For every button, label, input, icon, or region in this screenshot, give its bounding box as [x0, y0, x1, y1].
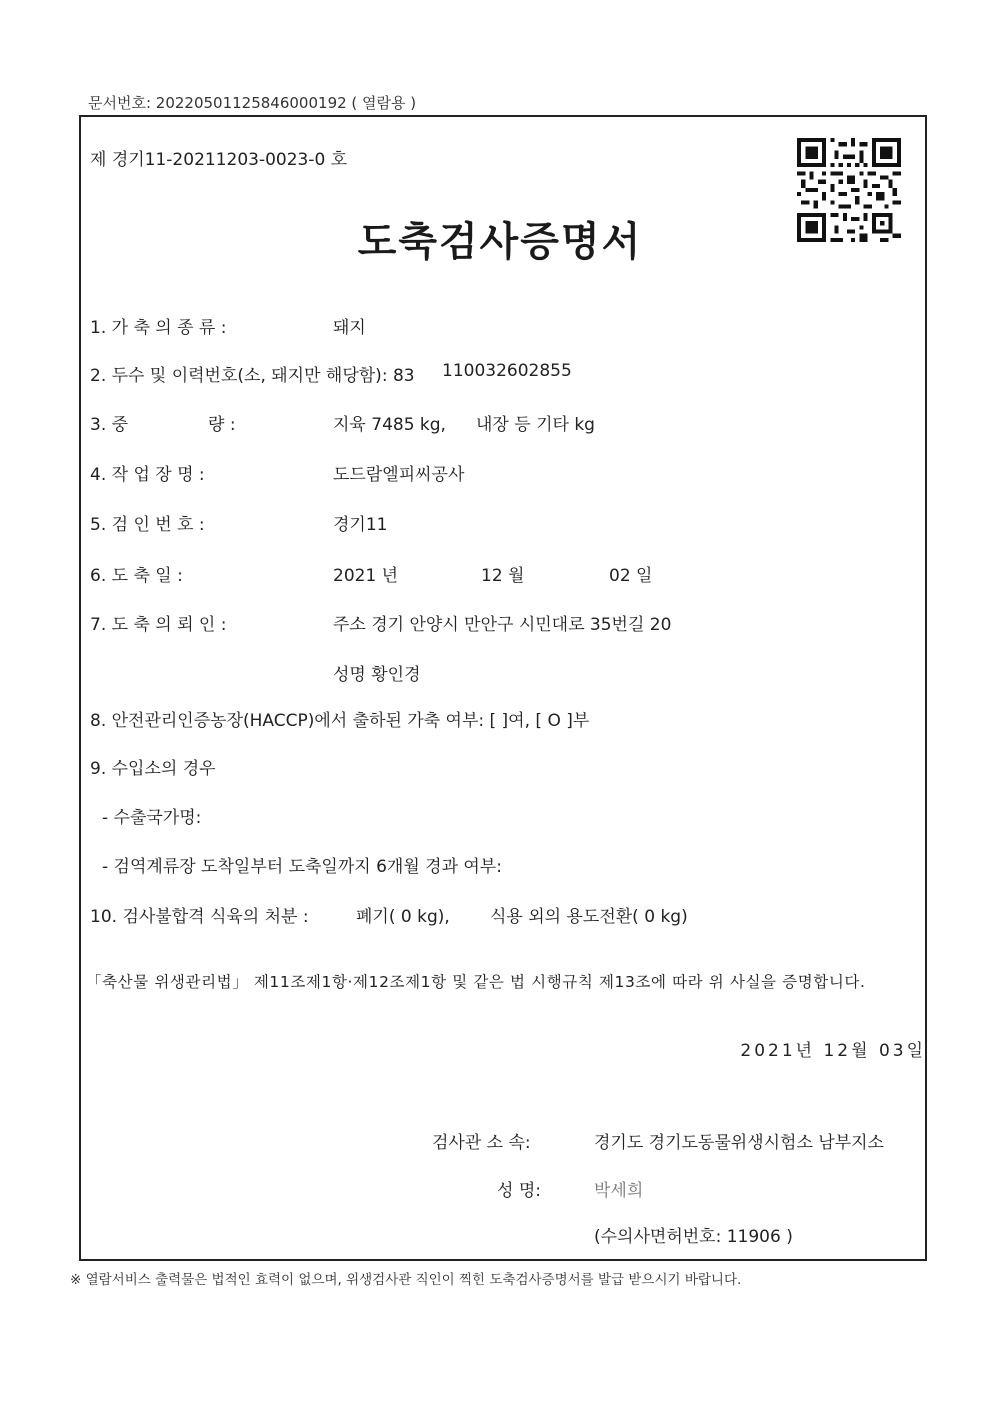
- field-haccp: 8. 안전관리인증농장(HACCP)에서 출하된 가축 여부: [ ]여, [ O ]부: [90, 711, 590, 731]
- field-export-country: - 수출국가명:: [102, 808, 202, 828]
- field-trace-number-value: 110032602855: [442, 361, 572, 381]
- certificate-number: 제 경기11-20211203-0023-0 호: [90, 150, 348, 170]
- document-number: 문서번호: 20220501125846000192 ( 열람용 ): [88, 94, 417, 112]
- inspector-name-label: 성 명:: [497, 1181, 541, 1201]
- field-animal-type-label: 1. 가 축 의 종 류 :: [90, 318, 227, 338]
- field-requester-name: 성명 황인경: [333, 665, 421, 685]
- field-weight-label-suffix: 량 :: [208, 415, 236, 435]
- field-slaughter-year: 2021 년: [333, 566, 399, 586]
- inspector-license: (수의사면허번호: 11906 ): [594, 1227, 793, 1247]
- page-title: 도축검사증명서: [357, 219, 643, 265]
- field-weight-carcass: 지육 7485 kg,: [333, 415, 446, 435]
- issue-date: 2021년 12월 03일: [740, 1041, 926, 1061]
- inspector-affiliation-label: 검사관 소 속:: [432, 1133, 531, 1153]
- field-requester-label: 7. 도 축 의 뢰 인 :: [90, 615, 227, 635]
- field-weight-other: 내장 등 기타 kg: [476, 415, 595, 435]
- inspector-name-value: 박세희: [594, 1181, 644, 1201]
- field-workplace-label: 4. 작 업 장 명 :: [90, 465, 205, 485]
- field-quarantine-period: - 검역계류장 도착일부터 도축일까지 6개월 경과 여부:: [102, 857, 502, 877]
- qr-code-icon: [797, 138, 901, 242]
- field-slaughter-date-label: 6. 도 축 일 :: [90, 566, 183, 586]
- field-slaughter-day: 02 일: [609, 566, 653, 586]
- field-disposal-label: 10. 검사불합격 식육의 처분 :: [90, 907, 309, 927]
- field-slaughter-month: 12 월: [481, 566, 525, 586]
- field-stamp-number-value: 경기11: [333, 515, 388, 535]
- field-stamp-number-label: 5. 검 인 번 호 :: [90, 515, 205, 535]
- field-head-count-label: 2. 두수 및 이력번호(소, 돼지만 해당함): 83: [90, 366, 415, 386]
- field-disposal-discard: 폐기( 0 kg),: [356, 907, 450, 927]
- field-workplace-value: 도드람엘피씨공사: [333, 465, 465, 485]
- field-disposal-convert: 식용 외의 용도전환( 0 kg): [490, 907, 688, 927]
- certificate-frame: [79, 115, 927, 1261]
- field-requester-address: 주소 경기 안양시 만안구 시민대로 35번길 20: [333, 615, 672, 635]
- field-animal-type-value: 돼지: [333, 318, 366, 338]
- field-weight-label: 3. 중: [90, 415, 129, 435]
- certification-statement: 「축산물 위생관리법」 제11조제1항·제12조제1항 및 같은 법 시행규칙 제13조에 따라 위 사실을 증명합니다.: [86, 973, 866, 991]
- field-imported-cattle: 9. 수입소의 경우: [90, 759, 216, 779]
- inspector-affiliation-value: 경기도 경기도동물위생시험소 남부지소: [594, 1133, 884, 1153]
- footer-note: ※ 열람서비스 출력물은 법적인 효력이 없으며, 위생검사관 직인이 찍힌 도축검사증명서를 발급 받으시기 바랍니다.: [70, 1272, 742, 1288]
